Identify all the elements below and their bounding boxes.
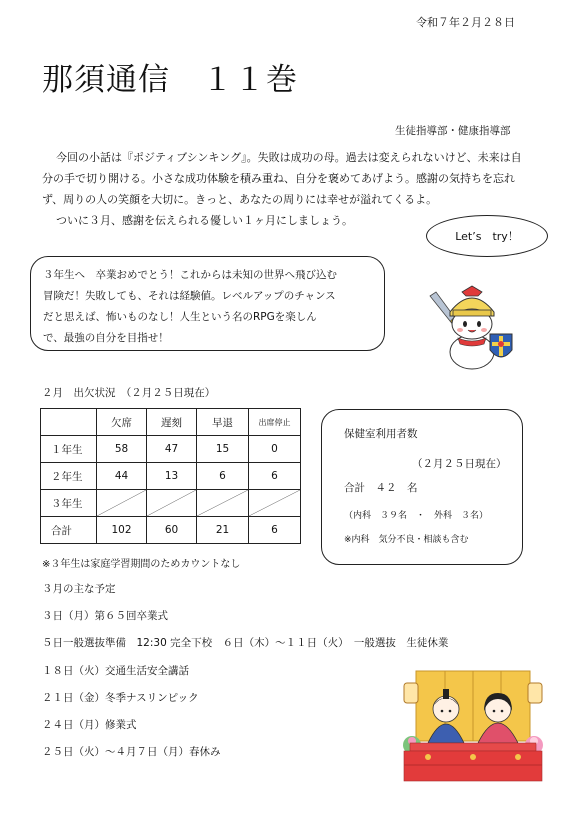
table-row xyxy=(41,436,301,463)
hina-dolls-illustration xyxy=(398,665,548,785)
issue-date: 令和７年２月２８日 xyxy=(416,16,515,29)
table-cell: 15 xyxy=(197,436,249,463)
speech-bubble xyxy=(426,215,548,257)
intro-closing: ついに３月、感謝を伝えられる優しい１ヶ月にしましょう。 xyxy=(56,214,353,227)
schedule-item: ２５日（火）～４月７日（月）春休み xyxy=(42,746,221,758)
health-room-date: （２月２５日現在） xyxy=(412,458,507,470)
table-cell: 102 xyxy=(97,517,147,544)
row-label: １年生 xyxy=(41,436,97,463)
shield-icon xyxy=(490,334,512,357)
table-cell-struck xyxy=(249,490,301,517)
health-room-breakdown: （内科 ３９名 ・ 外科 ３名） xyxy=(344,511,489,521)
column-header-suspension: 出席停止 xyxy=(249,409,301,436)
intro-paragraph: 今回の小話は『ポジティブシンキング』。失敗は成功の母。過去は変えられないけど、未来は自分の手で切り開ける。小さな成功体験を積み重ね、自分を褒めてあげよう。感謝の気持ちを忘れず、周りの人の笑顔を大切に。きっと、あなたの周りには幸せが溢れてくるよ。 xyxy=(42,151,522,206)
table-cell: 0 xyxy=(249,436,301,463)
schedule-heading: ３月の主な予定 xyxy=(42,583,116,595)
table-row xyxy=(41,463,301,490)
schedule-item: ２１日（金）冬季ナスリンピック xyxy=(42,692,199,704)
table-cell: 60 xyxy=(147,517,197,544)
message-line: で、最強の自分を目指せ！ xyxy=(43,332,169,344)
message-line: ３年生へ 卒業おめでとう！これからは未知の世界へ飛び込む xyxy=(43,269,337,281)
row-label: ２年生 xyxy=(41,463,97,490)
row-label: 合計 xyxy=(41,517,97,544)
schedule-item: １８日（火）交通生活安全講話 xyxy=(42,665,189,677)
column-header-early-leave: 早退 xyxy=(197,409,249,436)
table-cell: 21 xyxy=(197,517,249,544)
table-cell-struck xyxy=(197,490,249,517)
table-cell: 47 xyxy=(147,436,197,463)
table-cell-struck xyxy=(97,490,147,517)
schedule-item: ５日一般選抜準備 12:30 完全下校 ６日（木）～１１日（火） 一般選抜 生徒休業 xyxy=(42,637,449,649)
column-header-late: 遅刻 xyxy=(147,409,197,436)
table-header-row xyxy=(41,409,301,436)
speech-bubble-text: Let’s try！ xyxy=(455,230,519,243)
row-label: ３年生 xyxy=(41,490,97,517)
attendance-table xyxy=(40,408,301,544)
health-room-box xyxy=(321,409,523,565)
table-cell: 58 xyxy=(97,436,147,463)
graduation-message-box xyxy=(30,256,385,351)
newsletter-title: 那須通信 １１巻 xyxy=(42,62,298,98)
table-cell: 6 xyxy=(249,463,301,490)
table-cell: 44 xyxy=(97,463,147,490)
department-name: 生徒指導部・健康指導部 xyxy=(395,125,511,137)
health-room-title: 保健室利用者数 xyxy=(344,428,418,440)
schedule-item: ３日（月）第６５回卒業式 xyxy=(42,610,168,622)
table-cell-struck xyxy=(147,490,197,517)
health-room-note: ※内科 気分不良・相談も含む xyxy=(344,535,469,545)
health-room-total: 合計 ４２ 名 xyxy=(344,482,418,494)
table-cell: 13 xyxy=(147,463,197,490)
hero-mascot-illustration xyxy=(420,282,520,372)
column-header-absent: 欠席 xyxy=(97,409,147,436)
attendance-title: ２月 出欠状況 （２月２５日現在） xyxy=(42,387,216,399)
message-line: だと思えば、怖いものなし！人生という名のRPGを楽しん xyxy=(43,311,317,323)
schedule-item: ２４日（月）修業式 xyxy=(42,719,137,731)
attendance-note: ※３年生は家庭学習期間のためカウントなし xyxy=(42,559,241,570)
table-row-total xyxy=(41,517,301,544)
message-line: 冒険だ！失敗しても、それは経験値。レベルアップのチャンス xyxy=(43,290,336,302)
table-cell: 6 xyxy=(197,463,249,490)
table-corner-cell xyxy=(41,409,97,436)
table-cell: 6 xyxy=(249,517,301,544)
table-row xyxy=(41,490,301,517)
